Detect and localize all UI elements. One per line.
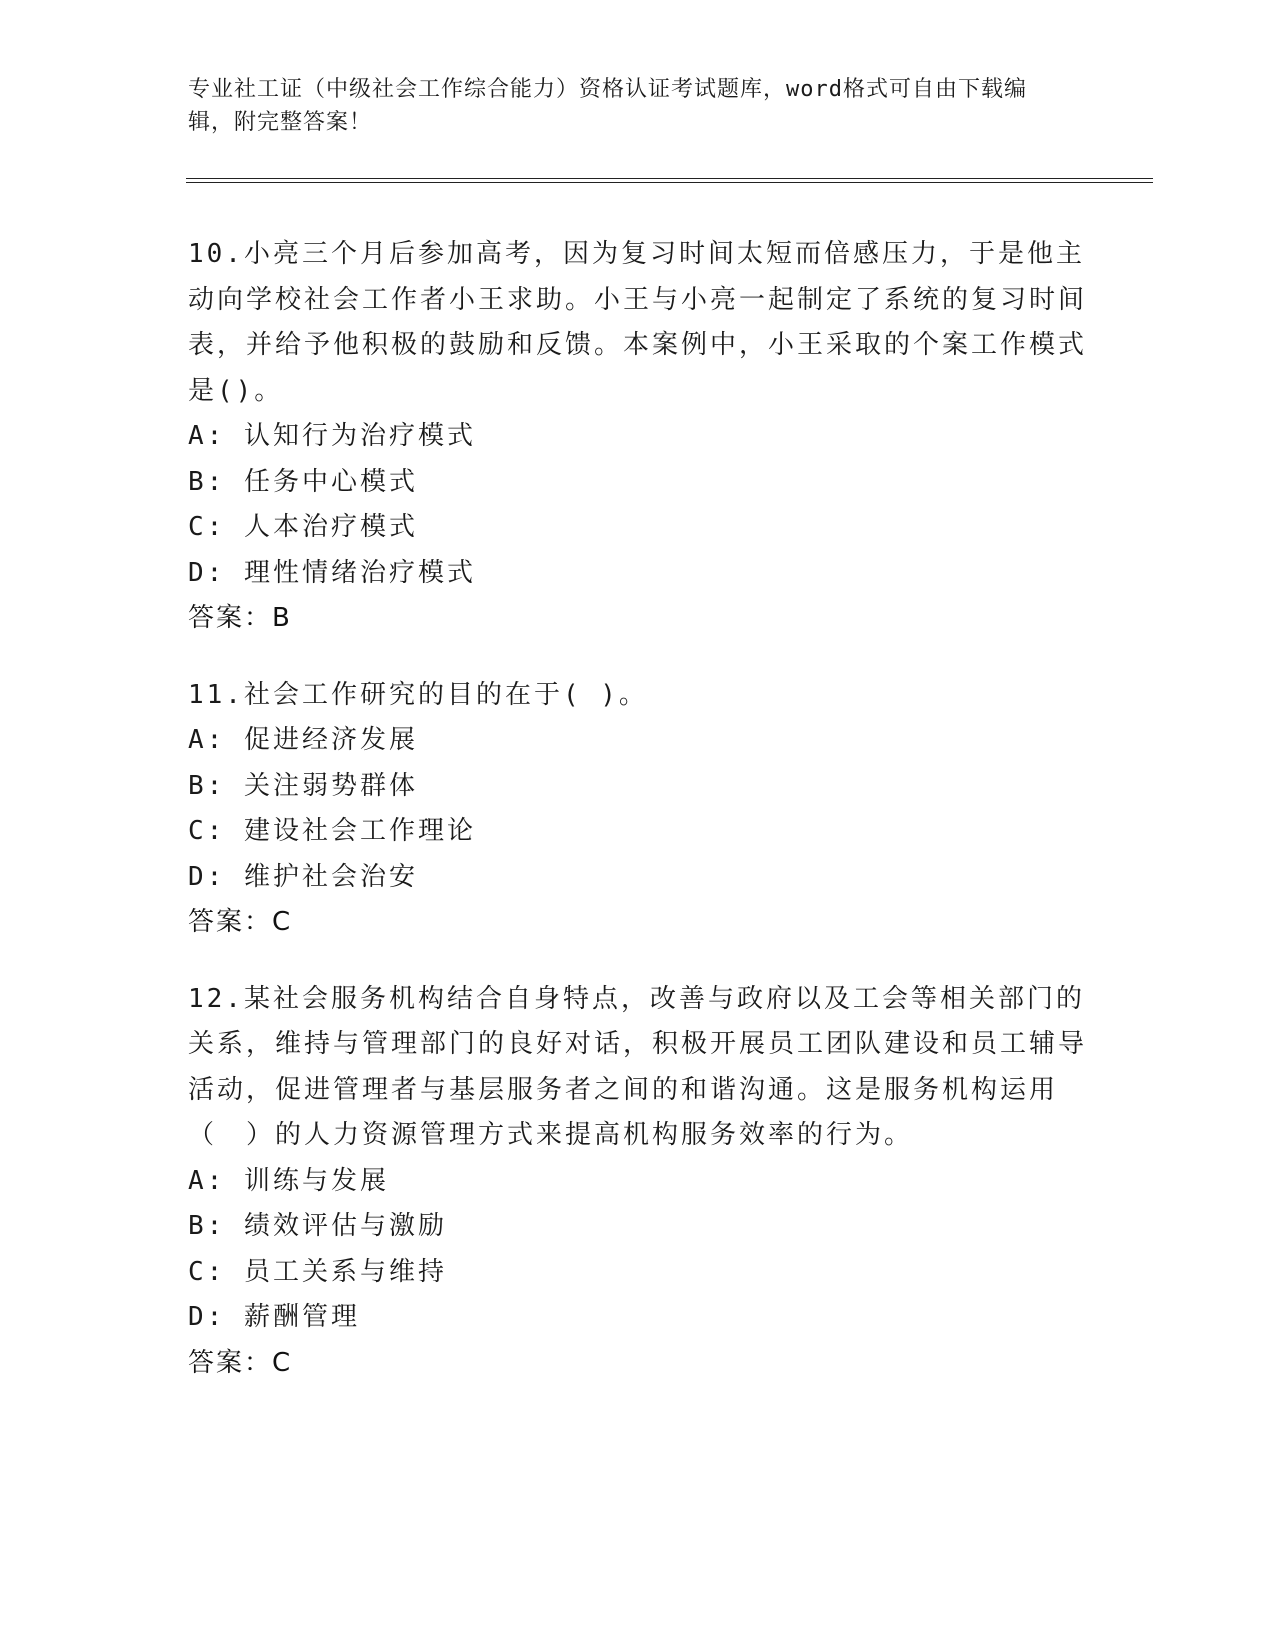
option-c: C: 建设社会工作理论 (188, 816, 476, 846)
page-header: 专业社工证（中级社会工作综合能力）资格认证考试题库，word格式可自由下载编辑，附完整答案！ (188, 77, 1027, 135)
question-12 (188, 977, 1088, 1387)
answer: 答案：C (188, 1347, 293, 1378)
option-a: A: 促进经济发展 (188, 725, 418, 755)
option-a: A: 认知行为治疗模式 (188, 421, 476, 451)
option-c: C: 员工关系与维持 (188, 1256, 447, 1287)
question-10 (188, 232, 1088, 642)
question-stem: 11.社会工作研究的目的在于( )。 (188, 679, 648, 710)
option-b: B: 任务中心模式 (188, 466, 418, 497)
answer: 答案：C (188, 907, 293, 937)
option-a: A: 训练与发展 (188, 1165, 389, 1196)
option-b: B: 关注弱势群体 (188, 770, 418, 801)
question-stem: 10.小亮三个月后参加高考，因为复习时间太短而倍感压力，于是他主动向学校社会工作者小王求助。小王与小亮一起制定了系统的复习时间表，并给予他积极的鼓励和反馈。本案例中，小王采取的个案工作模式是()。 (188, 239, 1088, 406)
question-list (188, 232, 1088, 1417)
header-divider (186, 178, 1153, 183)
option-d: D: 维护社会治安 (188, 861, 418, 892)
question-stem: 12.某社会服务机构结合自身特点，改善与政府以及工会等相关部门的关系，维持与管理部门的良好对话，积极开展员工团队建设和员工辅导活动，促进管理者与基层服务者之间的和谐沟通。这是服务机构运用（ ）的人力资源管理方式来提高机构服务效率的行为。 (188, 983, 1088, 1150)
question-11 (188, 673, 1088, 946)
answer: 答案：B (188, 603, 292, 633)
option-c: C: 人本治疗模式 (188, 512, 418, 542)
option-d: D: 薪酬管理 (188, 1302, 360, 1332)
option-b: B: 绩效评估与激励 (188, 1211, 447, 1241)
option-d: D: 理性情绪治疗模式 (188, 557, 476, 588)
